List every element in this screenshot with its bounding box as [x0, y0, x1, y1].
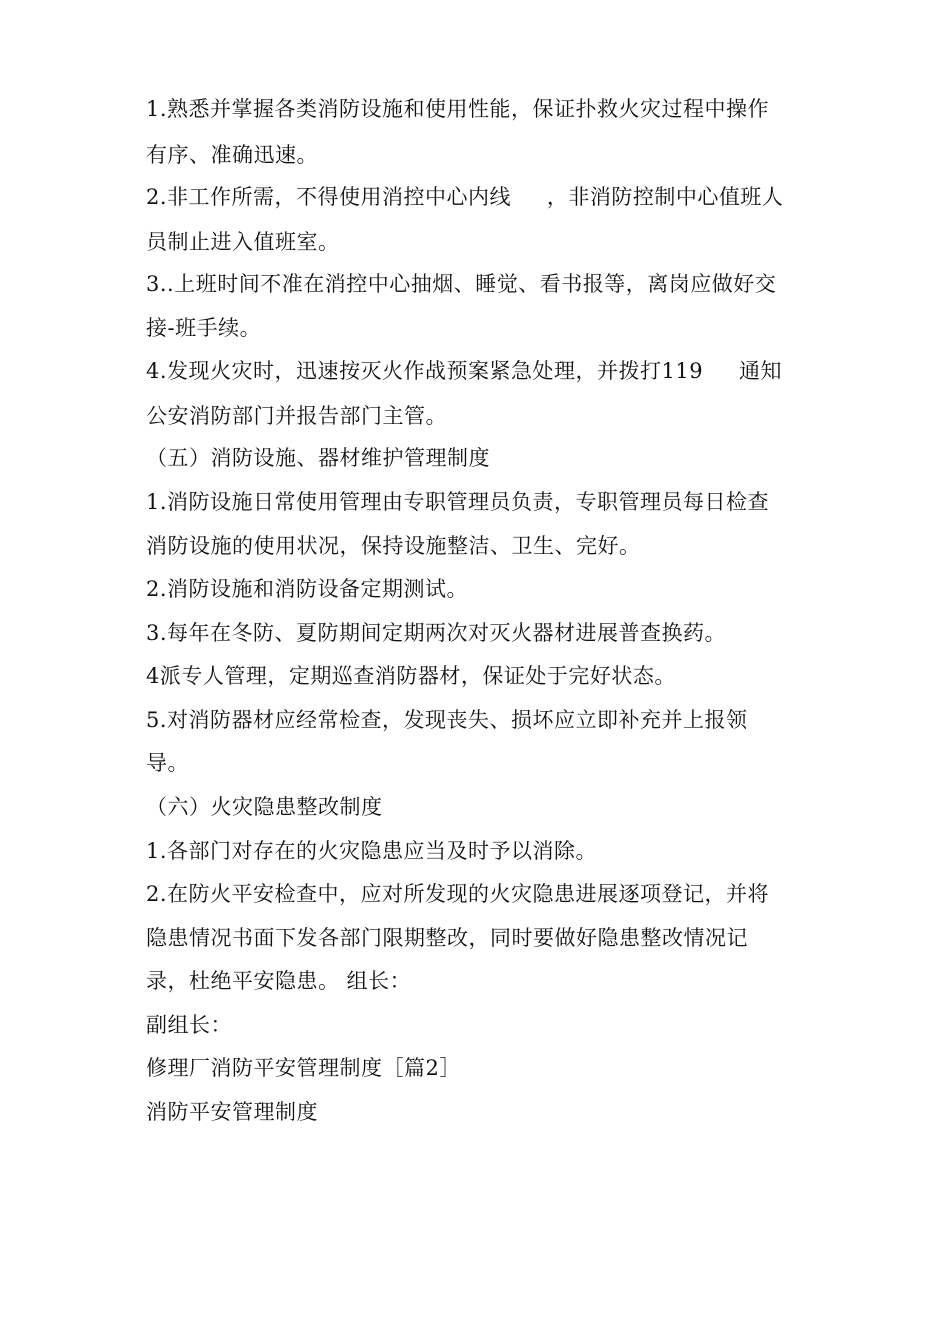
- text-line: 3.每年在冬防、夏防期间定期两次对灭火器材进展普查换药。: [146, 621, 727, 645]
- section-heading: （五）消防设施、器材维护管理制度: [146, 446, 490, 470]
- section-heading: （六）火灾隐患整改制度: [146, 795, 383, 819]
- text-line: 有序、准确迅速。: [146, 143, 318, 167]
- text-line: 4派专人管理，定期巡查消防器材，保证处于完好状态。: [146, 664, 676, 688]
- text-line: 5.对消防器材应经常检查，发现丧失、损坏应立即补充并上报领: [146, 708, 748, 732]
- document-title: 修理厂消防平安管理制度［篇2］: [146, 1056, 461, 1080]
- text-line: 员制止进入值班室。: [146, 230, 340, 254]
- text-line: 导。: [146, 751, 189, 775]
- text-line: 2.非工作所需，不得使用消控中心内线 ，非消防控制中心值班人: [146, 185, 784, 209]
- text-line: 2.消防设施和消防设备定期测试。: [146, 577, 469, 601]
- text-line: 录，杜绝平安隐患。 组长：: [146, 969, 412, 993]
- document-subtitle: 消防平安管理制度: [146, 1100, 318, 1124]
- text-line: 1.熟悉并掌握各类消防设施和使用性能，保证扑救火灾过程中操作: [146, 97, 770, 121]
- text-line: 4.发现火灾时，迅速按灭火作战预案紧急处理，并拨打119 通知: [146, 359, 782, 383]
- text-line: 隐患情况书面下发各部门限期整改，同时要做好隐患整改情况记: [146, 926, 748, 950]
- text-line: 副组长：: [146, 1013, 232, 1037]
- text-line: 2.在防火平安检查中，应对所发现的火灾隐患进展逐项登记，并将: [146, 882, 770, 906]
- text-line: 3..上班时间不准在消控中心抽烟、睡觉、看书报等，离岗应做好交: [146, 272, 777, 296]
- text-line: 1.各部门对存在的火灾隐患应当及时予以消除。: [146, 839, 598, 863]
- text-line: 公安消防部门并报告部门主管。: [146, 404, 447, 428]
- text-line: 消防设施的使用状况，保持设施整洁、卫生、完好。: [146, 534, 641, 558]
- text-line: 接-班手续。: [146, 316, 262, 340]
- text-line: 1.消防设施日常使用管理由专职管理员负责，专职管理员每日检查: [146, 490, 770, 514]
